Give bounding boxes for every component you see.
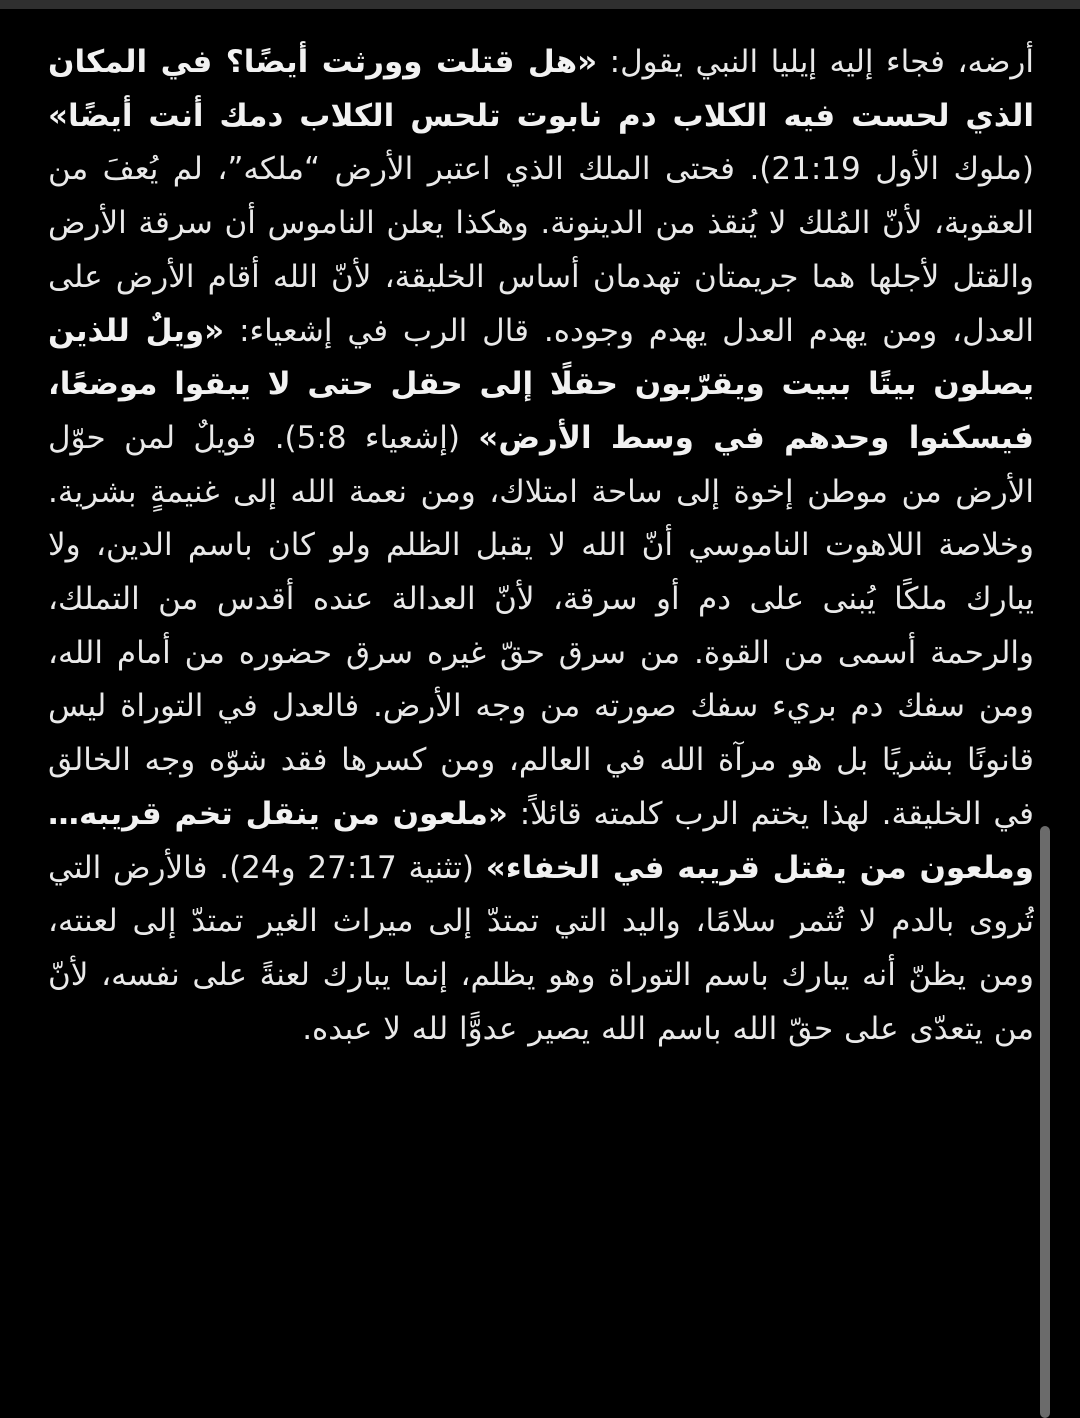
text-segment: أرضه، فجاء إليه إيليا النبي يقول: bbox=[597, 44, 1034, 80]
status-strip bbox=[0, 0, 1080, 9]
text-segment: (تثنية 27:17 و24). فالأرض التي تُروى بالدم لا تُثمر سلامًا، واليد التي تمتدّ إلى ميراث الغير تمتدّ إلى لعنته، ومن يظنّ أنه يبارك باسم التوراة وهو يظلم، إنما يبارك لعنةً على نفسه، لأنّ من يتعدّى على حقّ الله باسم الله يصير عدوًّا لله لا عبده. bbox=[48, 849, 1034, 1047]
scrollbar-thumb[interactable] bbox=[1040, 826, 1050, 1418]
vertical-scrollbar[interactable] bbox=[1040, 826, 1050, 1418]
quote-deuteronomy: «ملعون من ينقل تخم قريبه… وملعون من يقتل قريبه في الخفاء» bbox=[48, 795, 1034, 886]
text-segment: (إشعياء 5:8). فويلٌ لمن حوّل الأرض من موطن إخوة إلى ساحة امتلاك، ومن نعمة الله إلى غنيمةٍ بشرية. وخلاصة اللاهوت الناموسي أنّ الله لا يقبل الظلم ولو كان باسم الدين، ولا يبارك ملكًا يُبنى على دم أو سرقة، لأنّ العدالة عنده أقدس من التملك، والرحمة أسمى من القوة. من سرق حقّ غيره سرق حضوره من أمام الله، ومن سفك دم بريء سفك صورته من وجه الأرض. فالعدل في التوراة ليس قانونًا بشريًا بل هو مرآة الله في العالم، ومن كسرها فقد شوّه وجه الخالق في الخليقة. لهذا يختم الرب كلمته قائلاً: bbox=[48, 419, 1034, 832]
text-segment: (ملوك الأول 21:19). فحتى الملك الذي اعتبر الأرض “ملكه”، لم يُعفَ من العقوبة، لأنّ المُلك لا يُنقذ من الدينونة. وهكذا يعلن الناموس أن سرقة الأرض والقتل لأجلها هما جريمتان تهدمان أساس الخليقة، لأنّ الله أقام الأرض على العدل، ومن يهدم العدل يهدم وجوده. قال الرب في إشعياء: bbox=[48, 151, 1034, 349]
quote-elijah: «هل قتلت وورثت أيضًا؟ في المكان الذي لحست فيه الكلاب دم نابوت تلحس الكلاب دمك أنت أيضًا» bbox=[48, 44, 1034, 134]
reading-pane[interactable] bbox=[48, 36, 1034, 1376]
quote-isaiah: «ويلٌ للذين يصلون بيتًا ببيت ويقرّبون حقلًا إلى حقل حتى لا يبقوا موضعًا، فيسكنوا وحدهم في وسط الأرض» bbox=[48, 312, 1034, 456]
article-paragraph bbox=[48, 36, 1034, 1056]
